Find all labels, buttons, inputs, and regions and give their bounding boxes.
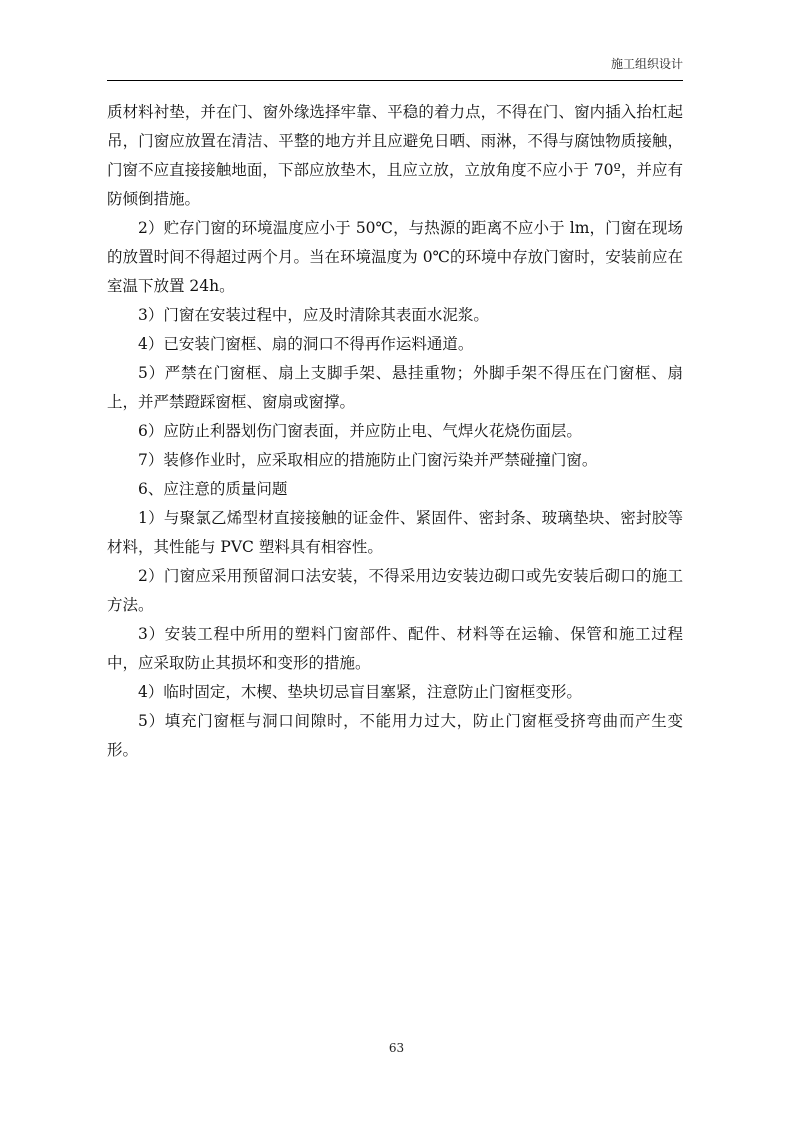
paragraph-item-7: 7）装修作业时，应采取相应的措施防止门窗污染并严禁碰撞门窗。 (138, 451, 598, 469)
paragraph-quality-2: 2）门窗应采用预留洞口法安装，不得采用边安装边砌口或先安装后砌口的施工方法。 (107, 567, 683, 614)
paragraph-quality-3: 3）安装工程中所用的塑料门窗部件、配件、材料等在运输、保管和施工过程中，应采取防止其损坏和变形的措施。 (107, 625, 683, 672)
paragraph-item-2: 2）贮存门窗的环境温度应小于 50℃，与热源的距离不应小于 lm，门窗在现场的放置时间不得超过两个月。当在环境温度为 0℃的环境中存放门窗时，安装前应在室温下放置 24h。 (107, 219, 683, 295)
paragraph-quality-1: 1）与聚氯乙烯型材直接接触的证金件、紧固件、密封条、玻璃垫块、密封胶等材料，其性能与 PVC 塑料具有相容性。 (107, 509, 683, 556)
page-number: 63 (388, 1041, 405, 1055)
header-title: 施工组织设计 (610, 57, 683, 71)
paragraph-quality-4: 4）临时固定，木楔、垫块切忌盲目塞紧，注意防止门窗框变形。 (138, 683, 582, 701)
document-body (107, 98, 683, 765)
paragraph-item-4: 4）已安装门窗框、扇的洞口不得再作运料通道。 (138, 335, 474, 353)
paragraph-item-5: 5）严禁在门窗框、扇上支脚手架、悬挂重物；外脚手架不得压在门窗框、扇上，并严禁蹬踩窗框、窗扇或窗撑。 (107, 364, 683, 411)
paragraph-quality-5: 5）填充门窗框与洞口间隙时，不能用力过大，防止门窗框受挤弯曲而产生变形。 (107, 712, 683, 759)
paragraph-item-3: 3）门窗在安装过程中，应及时清除其表面水泥浆。 (138, 306, 489, 324)
header-rule (107, 80, 683, 81)
page-header (107, 56, 683, 80)
section-heading: 6、应注意的质量问题 (138, 480, 288, 498)
paragraph-item-6: 6）应防止利器划伤门窗表面，并应防止电、气焊火花烧伤面层。 (138, 422, 582, 440)
paragraph-continuation: 质材料衬垫，并在门、窗外缘选择牢靠、平稳的着力点，不得在门、窗内插入抬杠起吊，门窗应放置在清洁、平整的地方并且应避免日晒、雨淋，不得与腐蚀物质接触，门窗不应直接接触地面，下部应放垫木，且应立放，立放角度不应小于 70º，并应有防倾倒措施。 (107, 103, 683, 208)
